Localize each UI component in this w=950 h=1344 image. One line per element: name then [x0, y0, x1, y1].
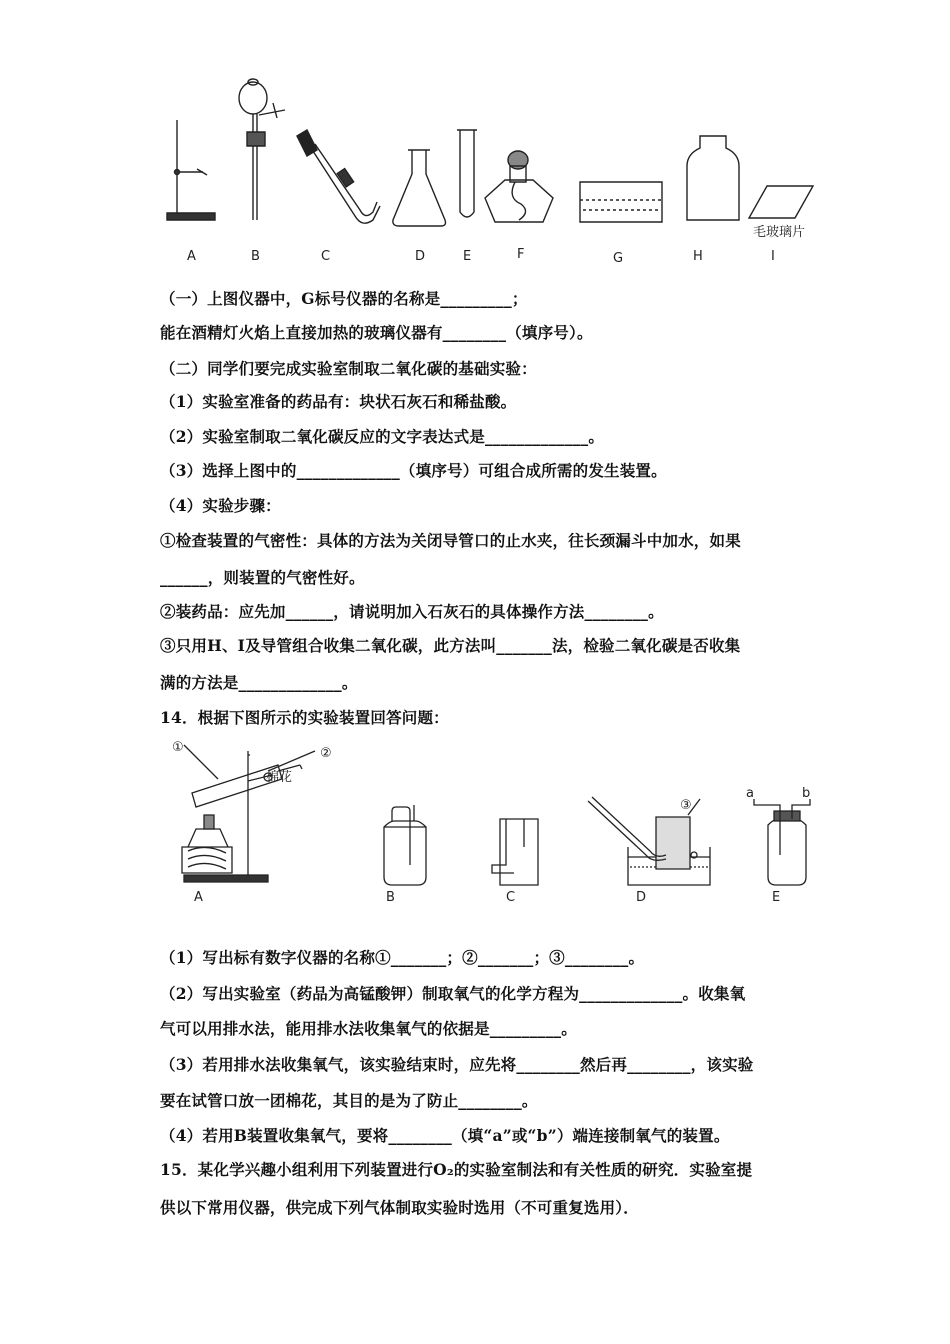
mark-1: ① [172, 740, 184, 755]
q-step2: ②装药品：应先加______，请说明加入石灰石的具体操作方法________。 [160, 602, 664, 621]
label-2A: A [194, 890, 203, 905]
glass-plate-label: 毛玻璃片 [753, 225, 806, 240]
label-2C: C [506, 890, 516, 905]
q14-title: 14．根据下图所示的实验装置回答问题： [160, 708, 449, 727]
q-step1-line2: ______，则装置的气密性好。 [160, 568, 365, 587]
apparatus-figure-1 [155, 70, 825, 270]
label-H: H [693, 249, 703, 264]
label-C: C [321, 249, 331, 264]
q14-part3-line1: （3）若用排水法收集氧气，该实验结束时，应先将________然后再________，该实验 [160, 1055, 754, 1074]
label-B: B [251, 249, 260, 264]
apparatus-figure-2 [170, 735, 820, 910]
port-b-label: b [802, 786, 811, 801]
label-F: F [517, 247, 525, 262]
label-2B: B [386, 890, 395, 905]
figure1-labels [187, 247, 775, 266]
q-step3-line2: 满的方法是_____________。 [160, 673, 358, 692]
label-G: G [613, 251, 624, 266]
label-2E: E [772, 890, 781, 905]
q-step1-line1: ①检查装置的气密性：具体的方法为关闭导管口的止水夹，往长颈漏斗中加水，如果 [160, 531, 741, 550]
mark-2: ② [320, 746, 332, 761]
washing-bottle-B-icon [384, 805, 426, 885]
alcohol-lamp-icon [485, 151, 553, 222]
q14-part2-line2: 气可以用排水法，能用排水法收集氧气的依据是_________。 [160, 1019, 577, 1038]
q14-part4: （4）若用B装置收集氧气，要将________（填“a”或“b”）端连接制氧气的装置。 [160, 1126, 730, 1145]
q-part2-item2: （2）实验室制取二氧化碳反应的文字表达式是_____________。 [160, 427, 605, 446]
label-I: I [771, 249, 775, 264]
label-A: A [187, 249, 196, 264]
q15-line2: 供以下常用仪器，供完成下列气体制取实验时选用（不可重复选用）． [160, 1198, 639, 1217]
q-part2-item4: （4）实验步骤： [160, 496, 281, 515]
q14-part3-line2: 要在试管口放一团棉花，其目的是为了防止________。 [160, 1091, 538, 1110]
label-E: E [463, 249, 472, 264]
glass-plate-icon [749, 186, 813, 218]
water-trough-icon [580, 182, 662, 222]
gas-bottle-E-icon [754, 799, 810, 885]
q-part1-line1: （一）上图仪器中，G标号仪器的名称是_________； [160, 289, 528, 308]
test-tube-icon [457, 130, 477, 217]
q-part1-line2: 能在酒精灯火焰上直接加热的玻璃仪器有________（填序号）。 [160, 323, 593, 342]
trough-collection-D-icon [588, 797, 710, 885]
q-part2-item1: （1）实验室准备的药品有：块状石灰石和稀盐酸。 [160, 392, 517, 411]
gas-collecting-bottle-icon [687, 136, 739, 220]
separatory-funnel-icon [239, 79, 285, 220]
figure2-labels [194, 890, 780, 905]
heating-apparatus-icon [182, 745, 315, 882]
q-part2-item3: （3）选择上图中的_____________（填序号）可组合成所需的发生装置。 [160, 461, 667, 480]
apparatus-C-icon [492, 819, 538, 885]
cotton-label: 棉花 [266, 770, 293, 785]
stopper-bent-tube-icon [297, 130, 380, 223]
conical-flask-icon [393, 150, 446, 226]
q15-line1: 15．某化学兴趣小组利用下列装置进行O₂的实验室制法和有关性质的研究．实验室提 [160, 1160, 753, 1179]
q14-part1: （1）写出标有数字仪器的名称①_______；②_______；③________。 [160, 948, 645, 967]
label-D: D [415, 249, 426, 264]
q14-part2-line1: （2）写出实验室（药品为高锰酸钾）制取氧气的化学方程为_____________。收集氧 [160, 984, 746, 1003]
iron-stand-icon [167, 120, 215, 220]
port-a-label: a [746, 786, 754, 801]
q-part2-header: （二）同学们要完成实验室制取二氧化碳的基础实验： [160, 359, 537, 378]
label-2D: D [636, 890, 647, 905]
mark-3: ③ [680, 798, 692, 813]
q-step3-line1: ③只用H、I及导管组合收集二氧化碳，此方法叫_______法，检验二氧化碳是否收集 [160, 636, 741, 655]
